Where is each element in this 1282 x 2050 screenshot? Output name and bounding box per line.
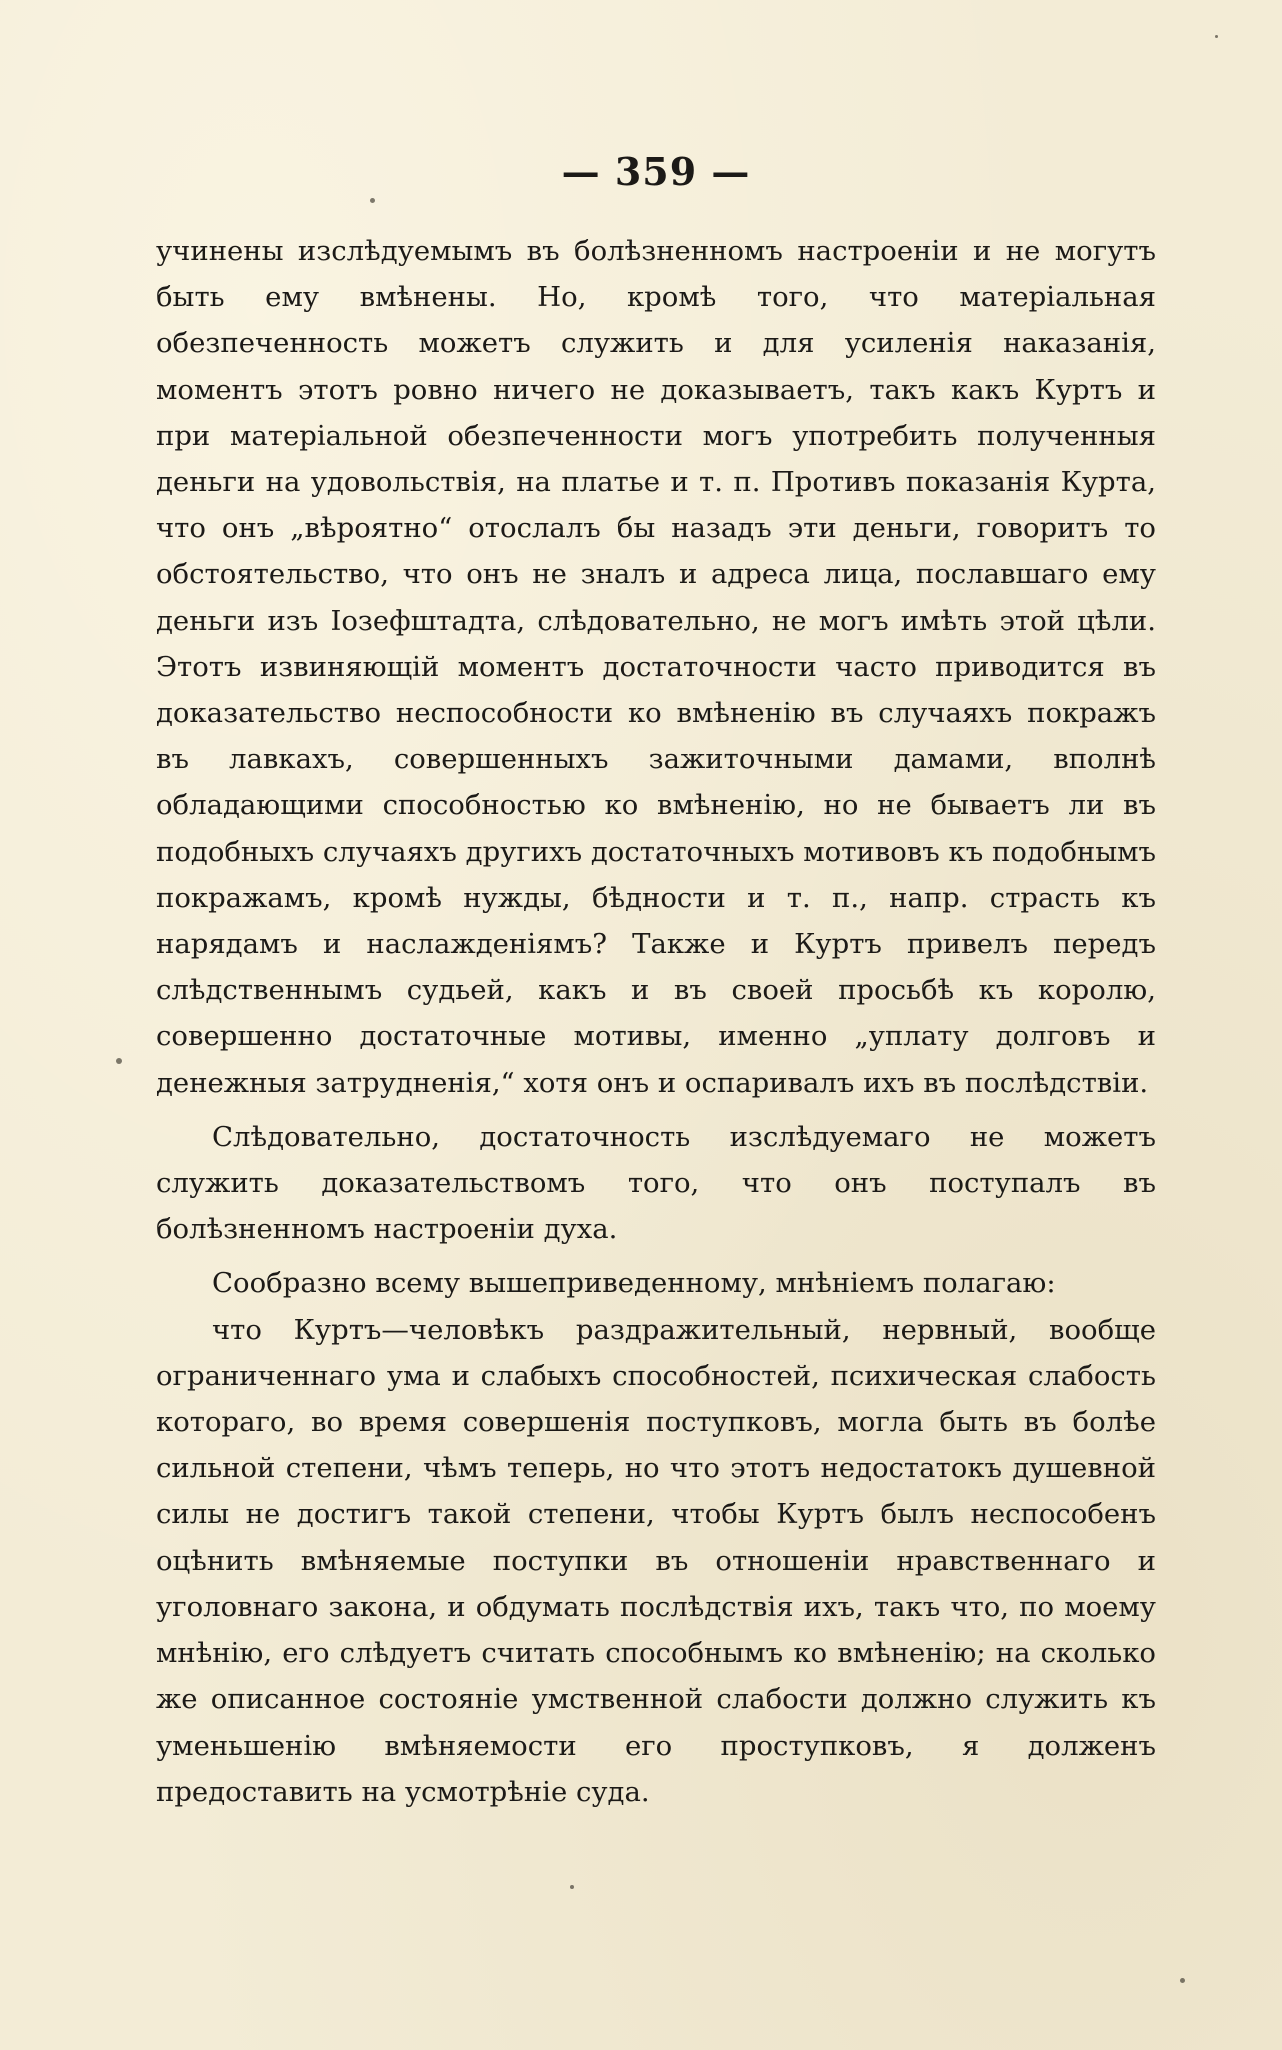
paragraph-3: Сообразно всему вышеприведенному, мнѣніемъ полагаю:	[212, 1267, 1056, 1300]
paper-speck	[1180, 1978, 1185, 1983]
paper-speck	[1215, 35, 1218, 38]
book-page	[156, 150, 1156, 1815]
page-number: — 359 —	[561, 149, 751, 194]
paragraph-4: что Куртъ—человѣкъ раздражительный, нервный, вообще ограниченнаго ума и слабыхъ способностей, психическая слабость котораго, во время совершенія поступковъ, могла быть въ болѣе сильной степени, чѣмъ теперь, но что этотъ недостатокъ душевной силы не достигъ такой степени, чтобы Куртъ былъ неспособенъ оцѣнить вмѣняемые поступки въ отношеніи нравственнаго и уголовнаго закона, и обдумать послѣдствія ихъ, такъ что, по моему мнѣнію, его слѣдуетъ считать способнымъ ко вмѣненію; на сколько же описанное состояніе умственной слабости должно служить къ уменьшенію вмѣняемости его проступковъ, я долженъ предоставить на усмотрѣніе суда.	[156, 1313, 1156, 1808]
paper-speck	[570, 1885, 574, 1889]
paper-speck	[370, 198, 375, 203]
paper-speck	[116, 1058, 122, 1064]
paragraph-1: учинены изслѣдуемымъ въ болѣзненномъ настроеніи и не могутъ быть ему вмѣнены. Но, кромѣ того, что матеріальная обезпеченность можетъ служить и для усиленія наказанія, моментъ этотъ ровно ничего не доказываетъ, такъ какъ Куртъ и при матеріальной обезпеченности могъ употребить полученныя деньги на удовольствія, на платье и т. п. Противъ показанія Курта, что онъ „вѣроятно“ отослалъ бы назадъ эти деньги, говоритъ то обстоятельство, что онъ не зналъ и адреса лица, пославшаго ему деньги изъ Іозефштадта, слѣдовательно, не могъ имѣть этой цѣли. Этотъ извиняющій моментъ достаточности часто приводится въ доказательство неспособности ко вмѣненію въ случаяхъ покражъ въ лавкахъ, совершенныхъ зажиточными дамами, вполнѣ обладающими способностью ко вмѣненію, но не бываетъ ли въ подобныхъ случаяхъ другихъ достаточныхъ мотивовъ къ подобнымъ покражамъ, кромѣ нужды, бѣдности и т. п., напр. страсть къ нарядамъ и наслажденіямъ? Также и Куртъ привелъ передъ слѣдственнымъ судьей, какъ и въ своей просьбѣ къ королю, совершенно достаточные мотивы, именно „уплату долговъ и денежныя затрудненія,“ хотя онъ и оспаривалъ ихъ въ послѣдствіи.	[156, 235, 1156, 1099]
body-text	[156, 228, 1156, 1815]
paragraph-2: Слѣдовательно, достаточность изслѣдуемаго не можетъ служить доказательствомъ того, что онъ поступалъ въ болѣзненномъ настроеніи духа.	[156, 1120, 1156, 1246]
